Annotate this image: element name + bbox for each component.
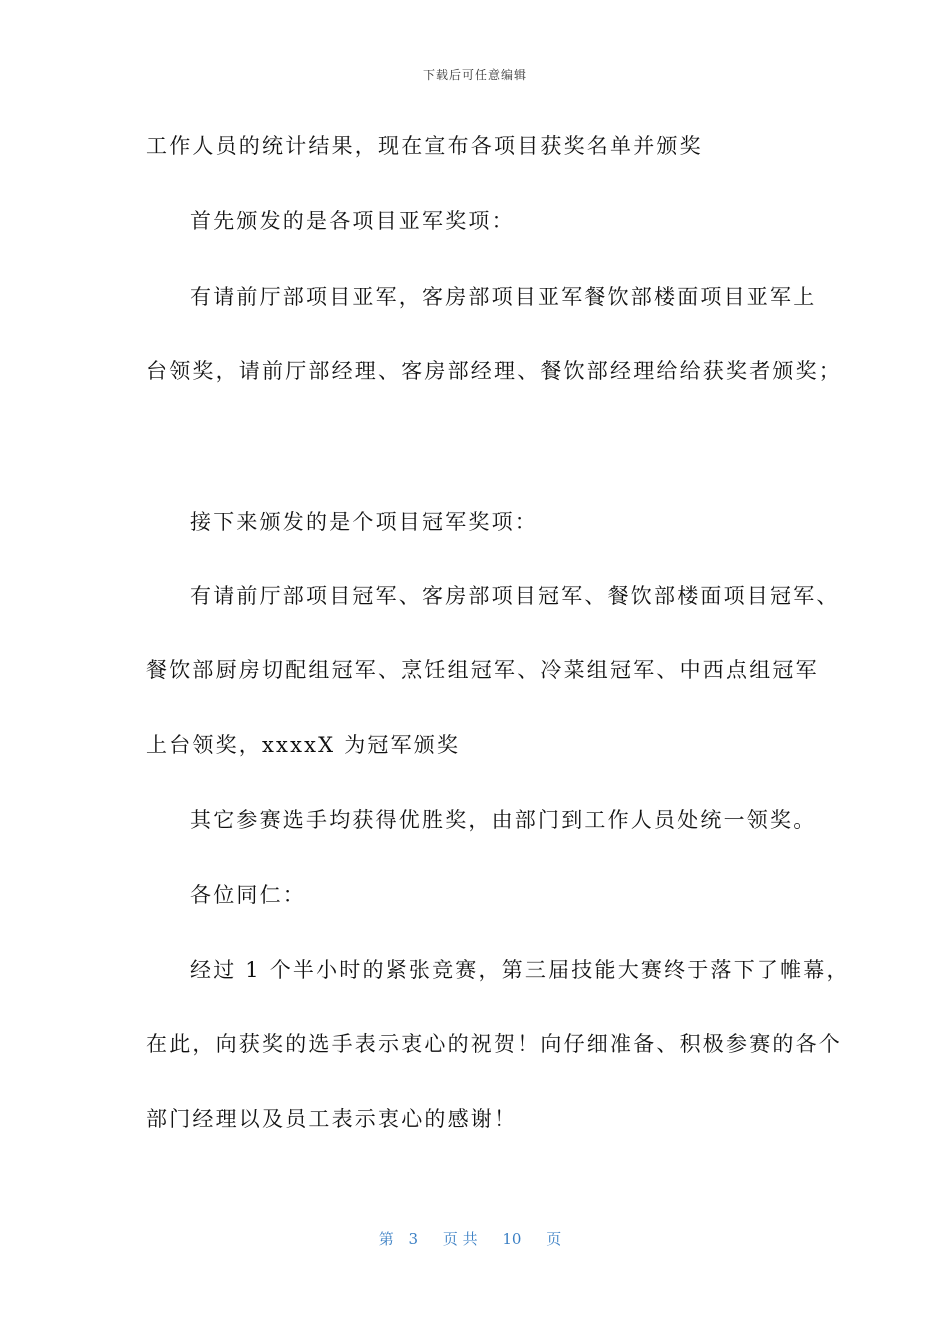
footer-page-number: 3 <box>408 1230 419 1248</box>
body-line-11: 经过 1 个半小时的紧张竞赛，第三届技能大赛终于落下了帷幕， <box>190 958 850 982</box>
body-line-13: 部门经理以及员工表示衷心的感谢！ <box>146 1107 518 1131</box>
footer-di: 第 <box>378 1230 394 1248</box>
header-note: 下载后可任意编辑 <box>422 68 527 82</box>
body-line-6: 有请前厅部项目冠军、客房部项目冠军、餐饮部楼面项目冠军、 <box>190 584 840 608</box>
body-line-12: 在此，向获奖的选手表示衷心的祝贺！向仔细准备、积极参赛的各个 <box>146 1032 842 1056</box>
footer-total-pages: 10 <box>502 1230 522 1248</box>
body-line-4: 台领奖，请前厅部经理、客房部经理、餐饮部经理给给获奖者颁奖； <box>146 359 842 383</box>
body-line-7: 餐饮部厨房切配组冠军、烹饪组冠军、冷菜组冠军、中西点组冠军 <box>146 658 819 682</box>
body-line-5: 接下来颁发的是个项目冠军奖项： <box>190 510 538 534</box>
body-line-8: 上台领奖，xxxxX 为冠军颁奖 <box>146 733 461 757</box>
body-line-9: 其它参赛选手均获得优胜奖，由部门到工作人员处统一领奖。 <box>190 808 817 832</box>
page-footer <box>0 1228 950 1249</box>
body-line-2: 首先颁发的是各项目亚军奖项： <box>190 209 515 233</box>
body-line-1: 工作人员的统计结果，现在宣布各项目获奖名单并颁奖 <box>146 134 703 158</box>
footer-ye: 页 <box>546 1230 562 1248</box>
body-line-10: 各位同仁： <box>190 883 306 907</box>
body-line-3: 有请前厅部项目亚军，客房部项目亚军餐饮部楼面项目亚军上 <box>190 285 817 309</box>
footer-ye-gong: 页 共 <box>442 1230 478 1248</box>
